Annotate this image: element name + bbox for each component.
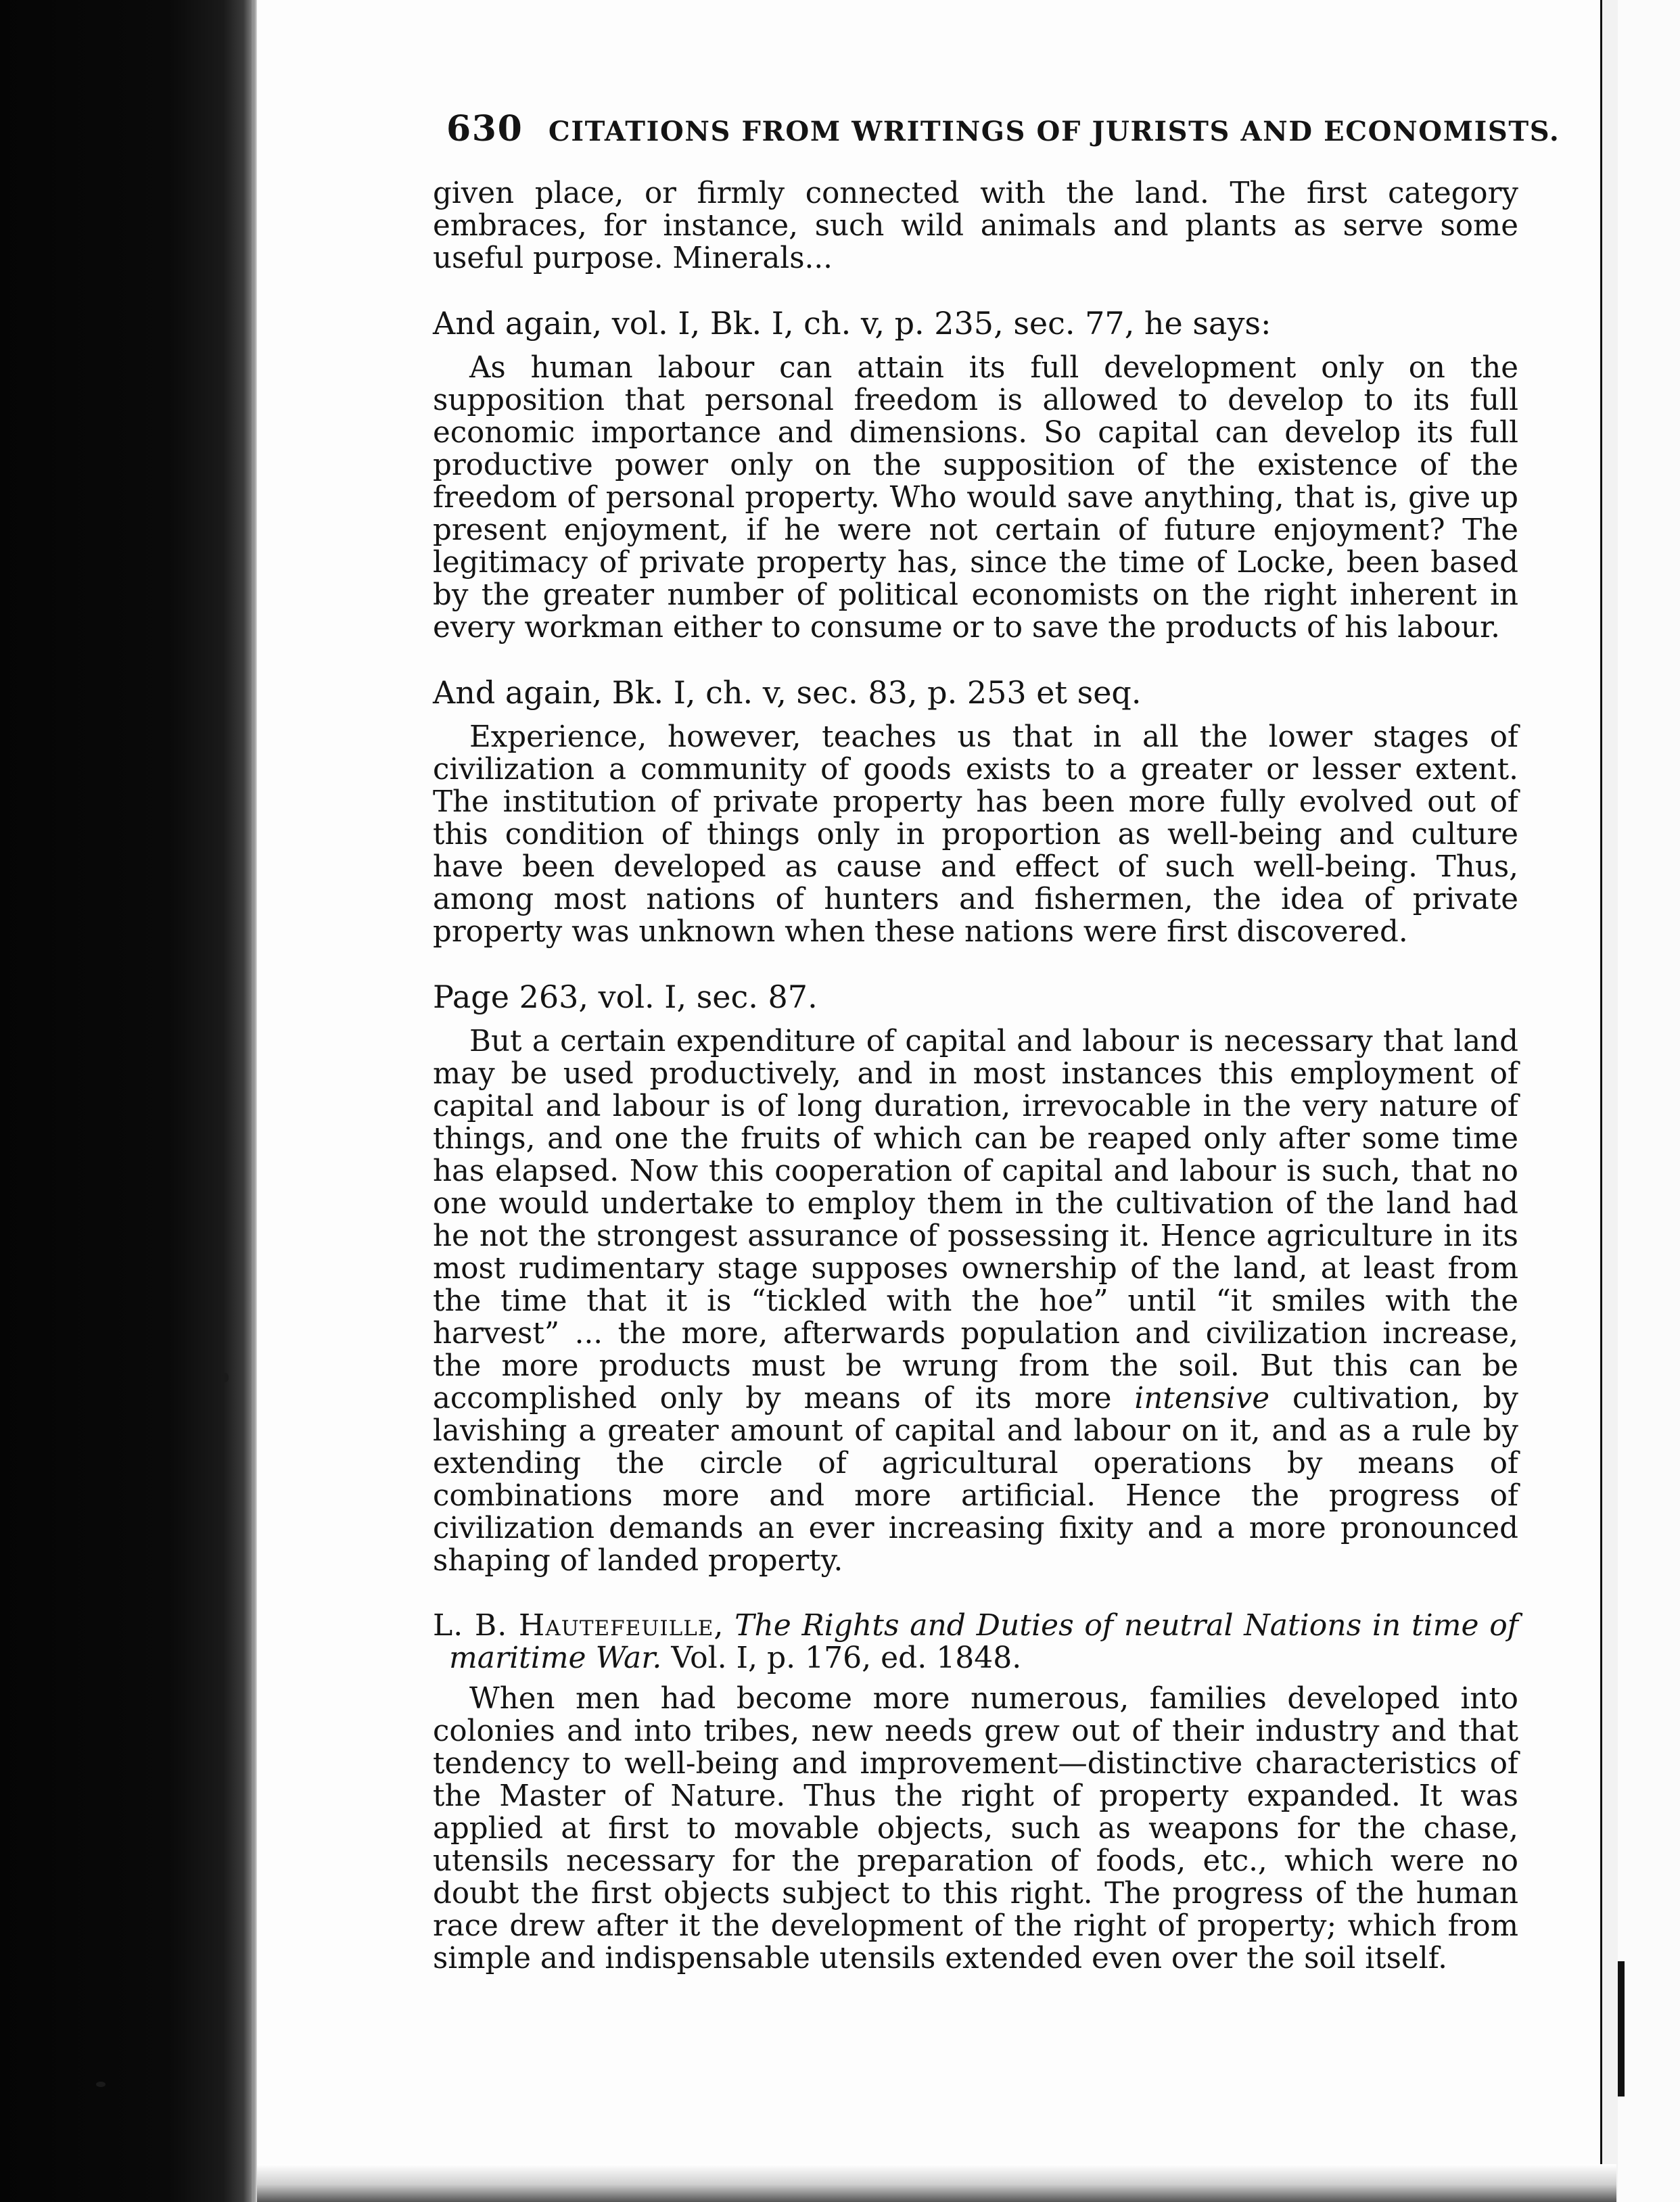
scan-speck [96, 2082, 106, 2087]
citation-intro: And again, vol. I, Bk. I, ch. v, p. 235, sec. 77, he says: [433, 305, 1271, 342]
citation-intro: Page 263, vol. I, sec. 87. [433, 979, 818, 1015]
page-number: 630 [446, 108, 523, 149]
quoted-paragraph: As human labour can attain its full development only on the supposition that personal freedom is allowed to develop to its full economic importance and dimensions. So capital can develop its full productive power only on the supposition of the existence of the freedom of personal property. Who would save anything, that is, give up present enjoyment, if he were not certain of future enjoyment? The legitimacy of private property has, since the time of Locke, been based by the greater number of political economists on the right inherent in every workman either to consume or to save the products of his labour. [433, 351, 1518, 645]
scan-speck [222, 1373, 229, 1382]
citation-author: L. B. Hautefeuille, [433, 1608, 724, 1643]
running-header [446, 108, 1560, 149]
gutter-stripe [252, 0, 256, 2202]
running-title: CITATIONS FROM WRITINGS OF JURISTS AND ECONOMISTS. [548, 116, 1560, 147]
quoted-paragraph [433, 1025, 1518, 1577]
scan-right-margin [1618, 0, 1680, 2202]
page-body [433, 177, 1518, 1975]
paragraph-text: But a certain expenditure of capital and labour is necessary that land may be used productively, and in most instances this employment of capital and labour is of long duration, irrevocable in the very nature of things, and one the fruits of which can be reaped only after some time has elapsed. Now this cooperation of capital and labour is such, that no one would undertake to employ them in the cultivation of the land had he not the strongest assurance of possessing it. Hence agriculture in its most rudimentary stage supposes ownership of the land, at least from the time that it is “tickled with the hoe” until “it smiles with the harvest” ... the more, afterwards population and civilization increase, the more products must be wrung from the soil. But this can be accomplished only by means of its more [433, 1025, 1518, 1415]
citation-intro: And again, Bk. I, ch. v, sec. 83, p. 253 et seq. [433, 674, 1142, 711]
page-bottom-edge [257, 2164, 1616, 2202]
bibliographic-citation [433, 1610, 1518, 1674]
page-right-edge [1600, 0, 1620, 2202]
paragraph-text: cultivation, by lavishing a greater amount of capital and labour on it, and as a rule by extending the circle of agricultural operations by means of combinations more and more artificial. Hence the progress of civilization demands an ever increasing fixity and a more pronounced shaping of landed property. [433, 1382, 1518, 1578]
citation-title: The Rights and Duties of neutral Nations in time of maritime War. [449, 1608, 1518, 1675]
emphasis-text: intensive [1134, 1382, 1270, 1415]
scan-gutter [0, 0, 257, 2202]
citation-details: Vol. I, p. 176, ed. 1848. [661, 1641, 1022, 1675]
quoted-paragraph: Experience, however, teaches us that in all the lower stages of civilization a community of goods exists to a greater or lesser extent. The institution of private property has been more fully evolved out of this condition of things only in proportion as well-being and culture have been developed as cause and effect of such well-being. Thus, among most nations of hunters and fishermen, the idea of private property was unknown when these nations were first discovered. [433, 720, 1518, 949]
quoted-paragraph: When men had become more numerous, families developed into colonies and into tribes, new needs grew out of their industry and that tendency to well-being and improvement—distinctive characteristics of the Master of Nature. Thus the right of property expanded. It was applied at first to movable objects, such as weapons for the chase, utensils necessary for the preparation of foods, etc., which were no doubt the first objects subject to this right. The progress of the human race drew after it the development of the right of property; which from simple and indispensable utensils extended even over the soil itself. [433, 1682, 1518, 1975]
continued-paragraph: given place, or firmly connected with the land. The first category embraces, for instance, such wild animals and plants as serve some useful purpose. Minerals... [433, 177, 1518, 275]
